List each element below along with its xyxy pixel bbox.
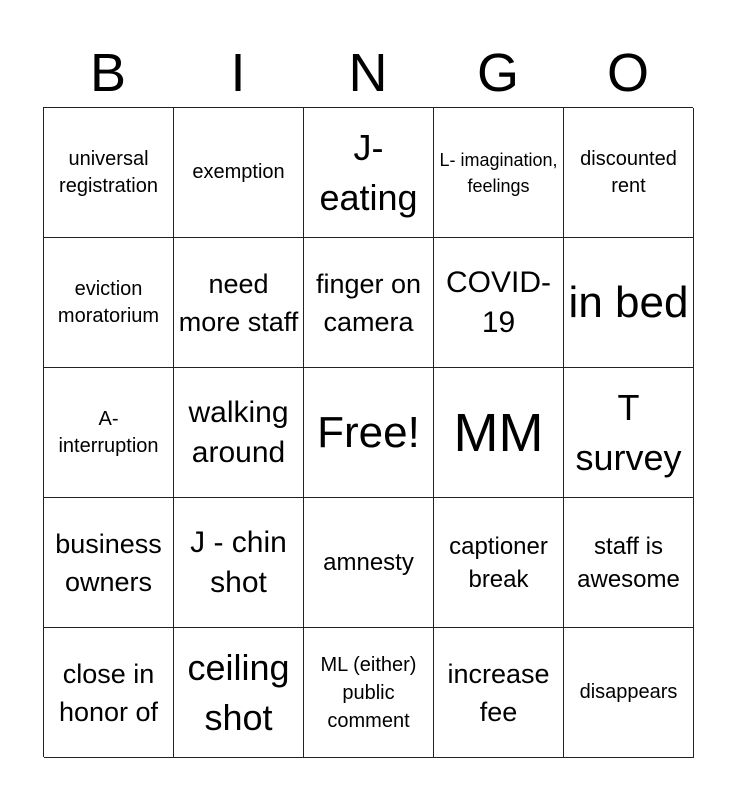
header-letter-i: I xyxy=(230,43,246,103)
bingo-cell-r2-c0[interactable] xyxy=(44,368,174,498)
bingo-cell-r3-c1[interactable] xyxy=(174,498,304,628)
bingo-cell-r1-c4[interactable] xyxy=(564,238,694,368)
cell-text: A- interruption xyxy=(58,407,159,457)
header-letter-g: G xyxy=(476,43,519,103)
cell-text: discounted rent xyxy=(580,147,677,197)
header-letter-o: O xyxy=(606,43,649,103)
bingo-cell-free[interactable] xyxy=(304,368,434,498)
cell-text: L- imagination, feelings xyxy=(439,149,558,196)
cell-text: eviction moratorium xyxy=(57,277,160,327)
bingo-cell-r2-c3[interactable] xyxy=(434,368,564,498)
cell-text: COVID-19 xyxy=(446,265,551,339)
bingo-cell-r2-c4[interactable] xyxy=(564,368,694,498)
bingo-board xyxy=(43,107,693,757)
cell-text: J - chin shot xyxy=(190,525,287,599)
cell-text: walking around xyxy=(188,395,289,469)
bingo-cell-r0-c0[interactable] xyxy=(44,108,174,238)
bingo-cell-r0-c1[interactable] xyxy=(174,108,304,238)
cell-text: business owners xyxy=(55,528,162,597)
cell-text: T survey xyxy=(575,386,682,478)
bingo-cell-r4-c4[interactable] xyxy=(564,628,694,758)
bingo-cell-r3-c0[interactable] xyxy=(44,498,174,628)
free-space-text: Free! xyxy=(317,407,420,457)
cell-text: in bed xyxy=(568,277,689,327)
cell-text: staff is awesome xyxy=(577,532,680,593)
cell-text: universal registration xyxy=(59,147,158,197)
bingo-cell-r0-c3[interactable] xyxy=(434,108,564,238)
cell-text: ceiling shot xyxy=(187,646,290,738)
bingo-cell-r0-c4[interactable] xyxy=(564,108,694,238)
bingo-cell-r1-c0[interactable] xyxy=(44,238,174,368)
bingo-cell-r1-c1[interactable] xyxy=(174,238,304,368)
cell-text: J- eating xyxy=(319,126,418,218)
header-letter-n: N xyxy=(348,43,388,103)
cell-text: MM xyxy=(453,402,544,463)
cell-text: finger on camera xyxy=(315,268,422,337)
cell-text: captioner break xyxy=(449,532,548,593)
bingo-cell-r2-c1[interactable] xyxy=(174,368,304,498)
bingo-cell-r1-c2[interactable] xyxy=(304,238,434,368)
bingo-cell-r4-c0[interactable] xyxy=(44,628,174,758)
bingo-cell-r4-c2[interactable] xyxy=(304,628,434,758)
cell-text: close in honor of xyxy=(58,658,159,727)
bingo-cell-r4-c1[interactable] xyxy=(174,628,304,758)
bingo-cell-r3-c2[interactable] xyxy=(304,498,434,628)
bingo-cell-r3-c4[interactable] xyxy=(564,498,694,628)
bingo-cell-r3-c3[interactable] xyxy=(434,498,564,628)
cell-text: need more staff xyxy=(178,268,299,337)
header-letter-b: B xyxy=(89,43,127,103)
cell-text: amnesty xyxy=(323,549,414,576)
cell-text: increase fee xyxy=(447,658,550,727)
cell-text: exemption xyxy=(192,161,285,183)
bingo-cell-r0-c2[interactable] xyxy=(304,108,434,238)
cell-text: ML (either) public comment xyxy=(320,653,417,732)
bingo-cell-r4-c3[interactable] xyxy=(434,628,564,758)
bingo-header xyxy=(43,40,693,106)
cell-text: disappears xyxy=(579,681,678,703)
bingo-cell-r1-c3[interactable] xyxy=(434,238,564,368)
